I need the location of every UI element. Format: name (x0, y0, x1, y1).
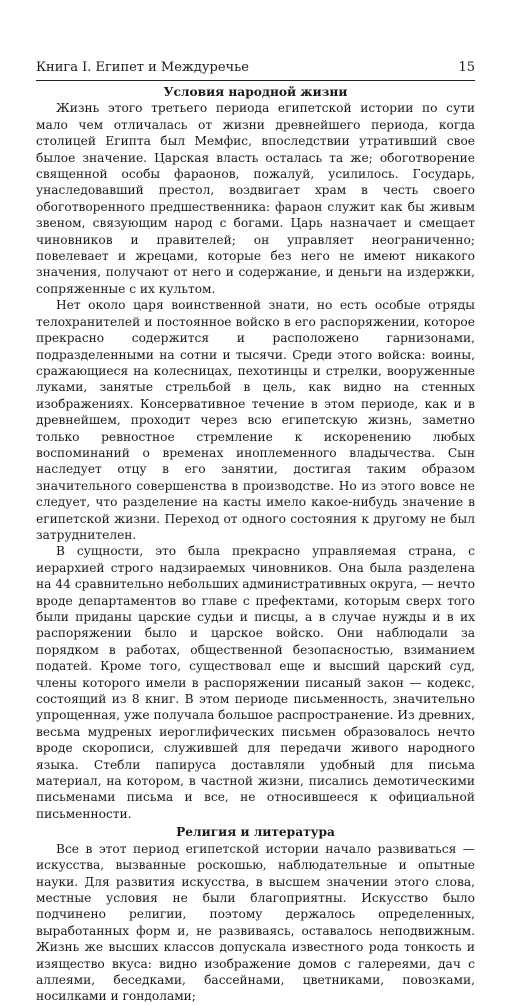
page-number: 15 (458, 60, 475, 75)
running-title: Книга I. Египет и Междуречье (36, 60, 249, 75)
page-body (36, 82, 475, 1005)
section-heading-religion-literature: Религия и литература (176, 825, 335, 840)
paragraph: Нет около царя воинственной знати, но есть особые отряды телохранителей и постоянное войско в его распоряжении, которое прекрасно содержится и расположено гарнизонами, подразделенными на сотни и тысячи. Среди этого войска: воины, сражающиеся на колесницах, пехотинцы и стрелки, вооруженные луками, занятые стрельбой в цель, как видно на стенных изображениях. Консервативное течение в этом периоде, как и в древнейшем, проходит через всю египетскую жизнь, заметно только ревностное стремление к искоренению любых воспоминаний о временах иноплеменного владычества. Сын наследует отцу в его занятии, достигая таким образом значительного совершенства в производстве. Но из этого вовсе не следует, что разделение на касты имело какое-нибудь значение в египетской жизни. Переход от одного состояния к другому не был затруднителен. (36, 298, 475, 542)
paragraph: В сущности, это была прекрасно управляемая страна, с иерархией строго надзираемых чиновников. Она была разделена на 44 сравнительно небольших административных округа, — нечто вроде департаментов во главе с префектами, которым сверх того были приданы царские судьи и писцы, а в случае нужды и в их распоряжении было и царское войско. Они наблюдали за порядком в работах, общественной безопасностью, взиманием податей. Кроме того, существовал еще и высший царский суд, члены которого имели в распоряжении писаный закон — кодекс, состоящий из 8 книг. В этом периоде письменность, значительно упрощенная, уже получала большое распространение. Из древних, весьма мудреных иероглифических письмен образовалось нечто вроде скорописи, служившей для передачи живого народного языка. Стебли папируса доставляли удобный для письма материал, на котором, в частной жизни, писались демотическими письменами письма и все, не относившееся к официальной письменности. (36, 544, 475, 821)
paragraph: Жизнь этого третьего периода египетской истории по сути мало чем отличалась от жизни древнейшего периода, когда столицей Египта был Мемфис, впоследствии утративший свое былое значение. Царская власть осталась та же; обоготворение священной особы фараонов, пожалуй, усилилось. Государь, унаследовавший престол, воздвигает храм в честь своего обоготворенного предшественника: фараон служит как бы живым звеном, связующим народ с богами. Царь назначает и смещает чиновников и правителей; он управляет неограниченно; повелевает и жрецами, которые без него не имеют никакого значения, получают от него и содержание, и деньги на издержки, сопряженные с их культом. (36, 101, 475, 296)
section-heading-living-conditions: Условия народной жизни (163, 85, 348, 99)
running-header (36, 58, 475, 81)
paragraph: Все в этот период египетской истории начало развиваться — искусства, вызванные роскошью, наблюдательные и опытные науки. Для развития искусства, в высшем значении этого слова, местные условия не были благоприятны. Искусство было подчинено религии, поэтому держалось определенных, выработанных форм и, не развиваясь, оставалось неподвижным. Жизнь же высших классов допускала известного рода тонкость и изящество вкуса: видно изображение домов с галереями, дач с аллеями, беседками, бассейнами, цветниками, повозками, носилками и гондолами; (36, 841, 475, 1004)
